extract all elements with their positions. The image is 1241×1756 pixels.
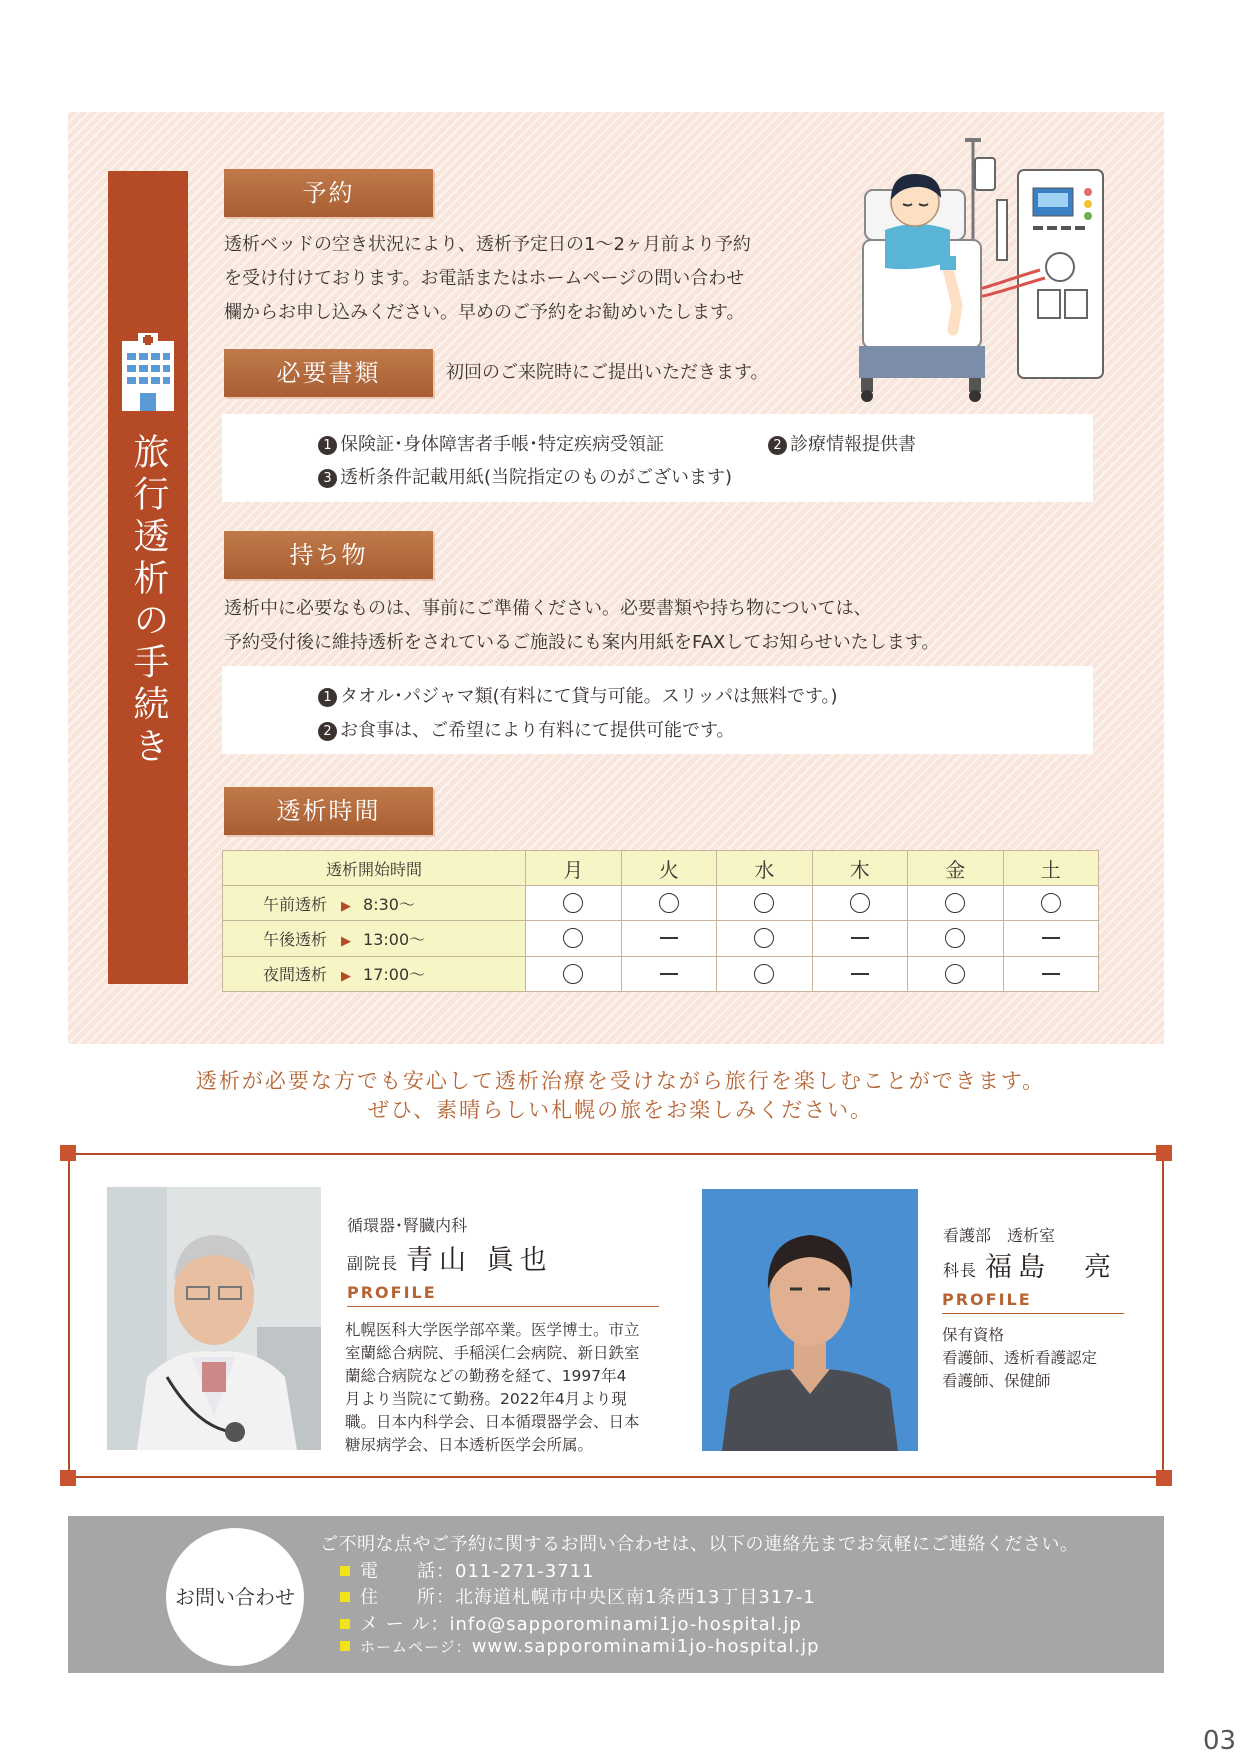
- hospital-icon: [118, 333, 178, 415]
- unavailable-mark: [1042, 973, 1060, 975]
- document-item-text: 保険証･身体障害者手帳･特定疾病受領証: [340, 434, 664, 455]
- available-mark: [754, 928, 774, 948]
- reservation-line: を受け付けております。お電話またはホームページの問い合わせ: [224, 268, 745, 289]
- day-header: 土: [1003, 851, 1099, 886]
- frame-corner: [1156, 1470, 1172, 1486]
- address-text: 北海道札幌市中央区南1条西13丁目317-1: [455, 1587, 816, 1608]
- bio-line: 糖尿病学会、日本透析医学会所属。: [345, 1436, 594, 1454]
- triangle-icon: ▶: [341, 969, 352, 985]
- phone-link[interactable]: 011-271-3711: [455, 1561, 595, 1582]
- staff2-name: 福島 亮: [985, 1252, 1118, 1283]
- mark-cell: [621, 886, 717, 921]
- mark-cell: [526, 921, 622, 956]
- staff2-name-block: [943, 1245, 1117, 1284]
- document-item: [768, 430, 916, 456]
- bio-line: 保有資格: [942, 1326, 1005, 1344]
- mark-cell: [717, 921, 813, 956]
- unavailable-mark: [1042, 937, 1060, 939]
- belongings-header: 持ち物: [224, 531, 433, 579]
- contact-web-row: [340, 1636, 820, 1657]
- reservation-line: 欄からお申し込みください。早めのご予約をお勧めいたします。: [224, 302, 745, 323]
- triangle-icon: ▶: [341, 898, 352, 914]
- mark-cell: [812, 921, 908, 956]
- unavailable-mark: [660, 973, 678, 975]
- mark-cell: [1003, 921, 1099, 956]
- session-label: [223, 921, 526, 956]
- available-mark: [850, 893, 870, 913]
- number-badge: 2: [768, 436, 787, 455]
- nurse-photo: [702, 1189, 918, 1451]
- sidebar: [108, 171, 188, 984]
- bullet-icon: [340, 1592, 350, 1602]
- web-label: ホームページ：: [360, 1638, 472, 1656]
- staff1-dept: 循環器･腎臓内科: [347, 1216, 468, 1235]
- frame-corner: [1156, 1145, 1172, 1161]
- belongings-item-text: お食事は、ご希望により有料にて提供可能です。: [340, 720, 735, 741]
- belongings-item: [318, 716, 735, 742]
- available-mark: [754, 893, 774, 913]
- session-time: 8:30〜: [363, 894, 415, 914]
- contact-bubble: お問い合わせ: [166, 1528, 304, 1666]
- dialysis-patient-illustration: [855, 130, 1110, 415]
- mark-cell: [526, 956, 622, 991]
- bio-line: 看護師、保健師: [942, 1372, 1051, 1390]
- mark-cell: [621, 956, 717, 991]
- message-line-2: ぜひ、素晴らしい札幌の旅をお楽しみください。: [367, 1098, 874, 1122]
- mark-cell: [812, 956, 908, 991]
- unavailable-mark: [660, 937, 678, 939]
- available-mark: [563, 928, 583, 948]
- belongings-text: [224, 592, 939, 660]
- belongings-item: [318, 682, 838, 708]
- column-header: 透析開始時間: [223, 851, 526, 886]
- contact-address-row: [340, 1583, 816, 1609]
- page-number: 03: [1203, 1726, 1237, 1756]
- bio-line: 札幌医科大学医学部卒業。医学博士。市立: [345, 1321, 640, 1339]
- number-badge: 3: [318, 469, 337, 488]
- unavailable-mark: [851, 937, 869, 939]
- frame-corner: [60, 1145, 76, 1161]
- bullet-icon: [340, 1619, 350, 1629]
- number-badge: 1: [318, 436, 337, 455]
- bio-line: 室蘭総合病院、手稲渓仁会病院、新日鉄室: [345, 1344, 640, 1362]
- mark-cell: [812, 886, 908, 921]
- session-time: 13:00〜: [363, 929, 426, 949]
- bio-line: 月より当院にて勤務。2022年4月より現: [345, 1390, 627, 1408]
- reservation-line: 透析ベッドの空き状況により、透析予定日の1〜2ヶ月前より予約: [224, 234, 751, 255]
- documents-header: 必要書類: [224, 349, 433, 397]
- schedule-header: 透析時間: [224, 787, 433, 835]
- bio-line: 職。日本内科学会、日本循環器学会、日本: [345, 1413, 640, 1431]
- day-header: 木: [812, 851, 908, 886]
- mark-cell: [908, 921, 1004, 956]
- available-mark: [945, 928, 965, 948]
- document-item-text: 診療情報提供書: [790, 434, 916, 455]
- bullet-icon: [340, 1641, 350, 1651]
- staff2-bio: [942, 1324, 1097, 1393]
- bullet-icon: [340, 1566, 350, 1576]
- bio-line: 蘭総合病院などの勤務を経て、1997年4: [345, 1367, 627, 1385]
- mail-link[interactable]: info@sapporominami1jo-hospital.jp: [449, 1614, 802, 1635]
- table-row: [223, 921, 1099, 956]
- document-item: [318, 463, 732, 489]
- mark-cell: [717, 956, 813, 991]
- address-label: 住 所：: [360, 1587, 455, 1608]
- contact-panel: [68, 1516, 1164, 1673]
- staff1-bio: [345, 1319, 640, 1457]
- available-mark: [1041, 893, 1061, 913]
- triangle-icon: ▶: [341, 933, 352, 949]
- session-name: 午前透析: [263, 894, 328, 914]
- contact-phone-row: [340, 1557, 595, 1583]
- bio-line: 看護師、透析看護認定: [942, 1349, 1098, 1367]
- number-badge: 1: [318, 688, 337, 707]
- reservation-text: [224, 228, 751, 330]
- table-header-row: [223, 851, 1099, 886]
- staff1-name: 青山 眞也: [406, 1245, 553, 1276]
- mark-cell: [526, 886, 622, 921]
- available-mark: [563, 893, 583, 913]
- mail-label: メ ー ル：: [360, 1614, 450, 1635]
- day-header: 火: [621, 851, 717, 886]
- day-header: 水: [717, 851, 813, 886]
- available-mark: [754, 964, 774, 984]
- mark-cell: [1003, 886, 1099, 921]
- unavailable-mark: [851, 973, 869, 975]
- session-label: [223, 886, 526, 921]
- table-row: [223, 956, 1099, 991]
- mark-cell: [621, 921, 717, 956]
- staff2-profile-label: PROFILE: [942, 1290, 1124, 1314]
- available-mark: [659, 893, 679, 913]
- session-label: [223, 956, 526, 991]
- belongings-item-text: タオル･パジャマ類(有料にて貸与可能。スリッパは無料です。): [340, 686, 838, 707]
- belongings-box: [222, 666, 1093, 754]
- mark-cell: [908, 956, 1004, 991]
- contact-mail-row: [340, 1610, 802, 1636]
- staff2-dept: 看護部 透析室: [943, 1226, 1056, 1245]
- staff1-position: 副院長: [347, 1254, 399, 1273]
- sidebar-title: 旅行透析の手続き: [128, 433, 169, 769]
- session-time: 17:00〜: [363, 965, 426, 985]
- documents-box: [222, 414, 1093, 502]
- documents-note: 初回のご来院時にご提出いただきます。: [446, 362, 769, 383]
- schedule-table: [222, 850, 1099, 992]
- mark-cell: [908, 886, 1004, 921]
- web-link[interactable]: www.sapporominami1jo-hospital.jp: [471, 1636, 820, 1657]
- document-item-text: 透析条件記載用紙(当院指定のものがございます): [340, 467, 733, 488]
- session-name: 午後透析: [263, 929, 328, 949]
- number-badge: 2: [318, 722, 337, 741]
- frame-corner: [60, 1470, 76, 1486]
- document-item: [318, 430, 664, 456]
- table-row: [223, 886, 1099, 921]
- session-name: 夜間透析: [263, 965, 328, 985]
- mark-cell: [717, 886, 813, 921]
- day-header: 月: [526, 851, 622, 886]
- doctor-photo: [107, 1187, 321, 1450]
- staff2-position: 科長: [943, 1261, 978, 1280]
- mark-cell: [1003, 956, 1099, 991]
- available-mark: [945, 893, 965, 913]
- reservation-header: 予約: [224, 169, 433, 217]
- message-line-1: 透析が必要な方でも安心して透析治療を受けながら旅行を楽しむことができます。: [195, 1069, 1046, 1093]
- contact-intro: ご不明な点やご予約に関するお問い合わせは、以下の連絡先までお気軽にご連絡ください。: [320, 1534, 1079, 1555]
- belongings-line: 透析中に必要なものは、事前にご準備ください。必要書類や持ち物については、: [224, 598, 872, 619]
- staff1-name-block: [347, 1238, 553, 1277]
- staff1-profile-label: PROFILE: [347, 1283, 659, 1307]
- phone-label: 電 話：: [360, 1561, 455, 1582]
- available-mark: [945, 964, 965, 984]
- day-header: 金: [908, 851, 1004, 886]
- belongings-line: 予約受付後に維持透析をされているご施設にも案内用紙をFAXしてお知らせいたします。: [224, 632, 940, 653]
- available-mark: [563, 964, 583, 984]
